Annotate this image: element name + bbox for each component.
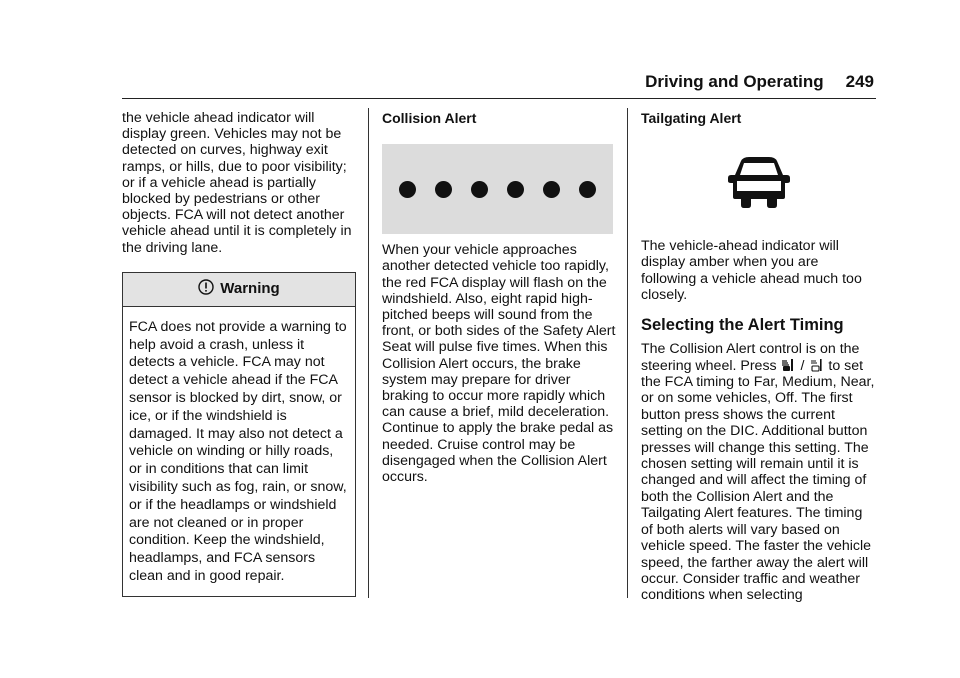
column-divider (368, 108, 369, 598)
page-number: 249 (845, 72, 874, 91)
warning-header (123, 273, 355, 307)
column-3 (641, 110, 877, 604)
warning-body: FCA does not provide a warning to help avoid a crash, unless it detects a vehicle. FCA may not detect a vehicle ahead if the FCA sensor is blocked by dirt, snow, or ice, or if the windshield is damaged. It may also not detect a vehicle on winding or hilly roads, or in conditions that can limit visibility such as fog, rain, or snow, or if the headlamps or windshield are not cleaned or in proper condition. Keep the windshield, headlamps, and FCA sensors clean and in good repair. (129, 318, 347, 584)
tailgating-alert-heading: Tailgating Alert (641, 110, 742, 126)
led-icon (579, 181, 596, 198)
running-header (612, 72, 874, 96)
collision-alert-paragraph: When your vehicle approaches another detected vehicle too rapidly, the red FCA display will flash on the windshield. Also, eight rapid high-pitched beeps will sound from the front, or both sides of the Safety Alert Seat will pulse five times. When this Collision Alert occurs, the brake system may prepare for driver braking to occur more rapidly which can cause a brief, mild deceleration. Continue to apply the brake pedal as needed. Cruise control may be disengaged when the Collision Alert occurs. (382, 242, 616, 486)
vehicle-ahead-icon (727, 155, 791, 209)
led-icon (543, 181, 560, 198)
column-2 (382, 110, 618, 485)
collision-alert-heading: Collision Alert (382, 110, 477, 126)
led-icon (399, 181, 416, 198)
timing-far-icon (781, 358, 797, 374)
led-icon (471, 181, 488, 198)
header-rule (122, 98, 876, 99)
alert-timing-title: Selecting the Alert Timing (641, 316, 844, 335)
alert-timing-paragraph (641, 341, 877, 604)
timing-text-pre: The Collision Alert control is on the steering wheel. Press (641, 341, 860, 374)
led-icon (435, 181, 452, 198)
column-divider (627, 108, 628, 598)
column-1 (122, 110, 360, 597)
warning-box (122, 272, 356, 597)
timing-separator: / (796, 357, 809, 374)
warning-icon (198, 279, 214, 299)
vehicle-ahead-icon-wrap (641, 126, 877, 238)
section-title: Driving and Operating (645, 72, 824, 91)
body-paragraph: the vehicle ahead indicator will display green. Vehicles may not be detected on curves, highway exit ramps, or hills, due to poor visibility; or if a vehicle ahead is partially blocked by pedestrians or other objects. FCA will not detect another vehicle ahead until it is completely in the driving lane. (122, 110, 352, 256)
timing-near-icon (808, 358, 824, 374)
collision-alert-leds-graphic (382, 144, 613, 234)
timing-text-post: to set the FCA timing to Far, Medium, Near, or on some vehicles, Off. The first button press shows the current setting on the DIC. Additional button presses will change this setting. The chosen setting will remain until it is changed and will affect the timing of both the Collision Alert and the Tailgating Alert features. The timing of both alerts will vary based on vehicle speed. The faster the vehicle speed, the farther away the alert will occur. Consider traffic and weather conditions when selecting (641, 357, 875, 604)
led-icon (507, 181, 524, 198)
warning-title: Warning (220, 280, 280, 298)
tailgating-alert-paragraph: The vehicle-ahead indicator will display amber when you are following a vehicle ahead much too closely. (641, 238, 862, 303)
